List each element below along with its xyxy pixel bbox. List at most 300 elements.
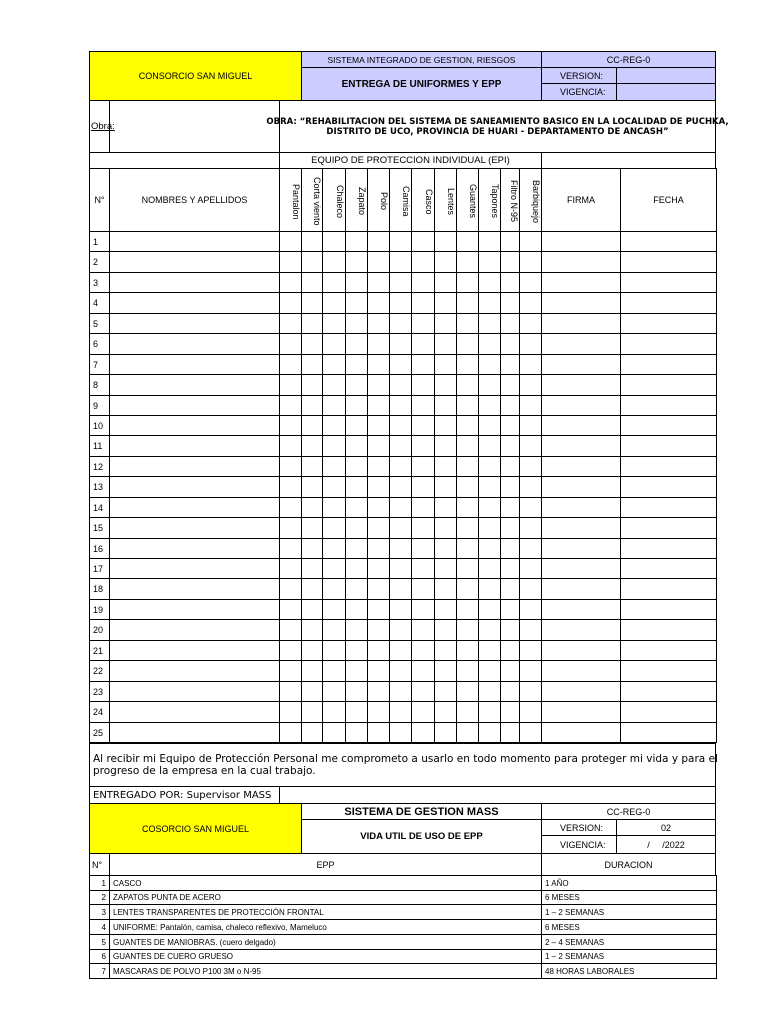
row-item-cell [279,722,302,743]
epp-row-duration: 6 MESES [541,890,717,905]
row-firma-cell [541,497,621,518]
form-code: CC-REG-0 [541,51,716,68]
row-item-cell [434,681,457,702]
row-item-cell [519,292,542,314]
row-item-cell [411,231,435,252]
row-item-cell [456,415,479,436]
row-item-cell [434,558,457,579]
row-item-cell [322,640,346,661]
row-item-cell [322,497,346,518]
epi-item-header: Pantalon [279,168,302,232]
row-item-cell [519,722,542,743]
row-item-cell [456,497,479,518]
row-item-cell [478,497,501,518]
row-item-cell [411,701,435,723]
row-item-cell [279,231,302,252]
row-item-cell [500,395,520,416]
row-item-cell [322,599,346,620]
row-item-cell [322,333,346,355]
row-item-cell [500,538,520,559]
row-item-cell [456,476,479,498]
row-item-cell [456,640,479,661]
row-item-cell [322,681,346,702]
row-number: 11 [89,435,110,457]
row-fecha-cell [620,374,717,396]
commitment-text [89,743,716,787]
row-item-cell [322,476,346,498]
row-item-cell [519,701,542,723]
row-item-cell [411,660,435,682]
row-item-cell [279,619,302,641]
row-item-cell [519,415,542,436]
row-item-cell [411,517,435,539]
row-number: 4 [89,292,110,314]
row-item-cell [345,292,368,314]
row-item-cell [478,313,501,334]
row-name-cell [109,722,280,743]
epi-item-header: Zapato [345,168,368,232]
row-number: 14 [89,497,110,518]
row-number: 17 [89,558,110,579]
row-item-cell [500,640,520,661]
epi-header-blank-right [541,152,716,169]
epp-row-name: GUANTES DE MANIOBRAS. (cuero delgado) [109,934,542,950]
row-item-cell [345,538,368,559]
row-fecha-cell [620,517,717,539]
second-version-label: VERSION: [541,819,617,836]
row-firma-cell [541,435,621,457]
row-name-cell [109,701,280,723]
row-item-cell [345,681,368,702]
row-item-cell [279,681,302,702]
row-item-cell [322,292,346,314]
row-item-cell [456,251,479,273]
row-number: 16 [89,538,110,559]
row-item-cell [301,415,323,436]
row-item-cell [279,517,302,539]
col-num-header: N° [89,168,110,232]
row-fecha-cell [620,354,717,375]
row-item-cell [367,517,390,539]
row-item-cell [478,476,501,498]
row-item-cell [301,476,323,498]
row-item-cell [434,497,457,518]
row-item-cell [456,660,479,682]
row-item-cell [411,313,435,334]
row-item-cell [389,538,412,559]
row-fecha-cell [620,599,717,620]
row-item-cell [389,578,412,600]
second-vigencia-label: VIGENCIA: [541,835,617,854]
row-number: 19 [89,599,110,620]
epp-row-number: 5 [89,934,110,950]
row-item-cell [500,415,520,436]
row-item-cell [478,578,501,600]
col-firma-header: FIRMA [541,168,621,232]
row-item-cell [279,660,302,682]
row-item-cell [411,456,435,477]
row-item-cell [367,456,390,477]
row-item-cell [434,476,457,498]
row-item-cell [345,497,368,518]
row-fecha-cell [620,333,717,355]
row-item-cell [478,660,501,682]
second-col-duracion: DURACION [541,853,716,876]
row-item-cell [500,701,520,723]
row-item-cell [301,599,323,620]
row-item-cell [411,354,435,375]
row-item-cell [434,415,457,436]
row-item-cell [322,272,346,293]
row-item-cell [411,272,435,293]
row-item-cell [322,619,346,641]
row-item-cell [478,354,501,375]
row-item-cell [367,435,390,457]
row-item-cell [456,701,479,723]
row-item-cell [322,313,346,334]
row-fecha-cell [620,681,717,702]
row-item-cell [345,701,368,723]
row-item-cell [367,374,390,396]
row-name-cell [109,660,280,682]
row-item-cell [434,538,457,559]
row-item-cell [389,292,412,314]
row-item-cell [279,354,302,375]
row-item-cell [434,640,457,661]
row-item-cell [478,681,501,702]
row-firma-cell [541,476,621,498]
row-item-cell [411,395,435,416]
row-item-cell [279,292,302,314]
row-item-cell [301,231,323,252]
row-item-cell [367,313,390,334]
row-item-cell [345,333,368,355]
row-item-cell [367,251,390,273]
obra-label: Obra: [89,100,110,153]
row-item-cell [301,333,323,355]
row-name-cell [109,476,280,498]
obra-description [266,100,729,153]
epi-item-header: Casco [411,168,435,232]
row-item-cell [519,313,542,334]
row-item-cell [279,456,302,477]
row-item-cell [301,640,323,661]
row-item-cell [345,619,368,641]
second-form-title: VIDA UTIL DE USO DE EPP [301,819,542,854]
row-number: 3 [89,272,110,293]
row-item-cell [301,456,323,477]
epp-row-duration: 1 – 2 SEMANAS [541,949,717,964]
row-item-cell [478,251,501,273]
row-item-cell [478,538,501,559]
row-item-cell [434,517,457,539]
row-item-cell [389,231,412,252]
row-item-cell [478,374,501,396]
row-item-cell [434,660,457,682]
row-item-cell [301,619,323,641]
company-name-text: CONSORCIO SAN MIGUEL [138,71,253,81]
row-item-cell [519,251,542,273]
row-item-cell [411,722,435,743]
row-item-cell [411,619,435,641]
row-item-cell [345,313,368,334]
row-item-cell [434,599,457,620]
row-name-cell [109,538,280,559]
row-item-cell [456,374,479,396]
row-item-cell [345,558,368,579]
row-item-cell [389,476,412,498]
row-number: 13 [89,476,110,498]
epi-item-header: Polo [367,168,390,232]
row-firma-cell [541,333,621,355]
row-item-cell [367,538,390,559]
row-item-cell [279,497,302,518]
row-firma-cell [541,599,621,620]
row-item-cell [411,292,435,314]
second-system-name: SISTEMA DE GESTION MASS [301,803,542,820]
row-item-cell [434,251,457,273]
row-item-cell [345,517,368,539]
row-firma-cell [541,231,621,252]
row-item-cell [301,538,323,559]
row-item-cell [322,722,346,743]
row-item-cell [411,681,435,702]
row-item-cell [478,722,501,743]
row-item-cell [478,292,501,314]
row-name-cell [109,619,280,641]
row-name-cell [109,578,280,600]
row-item-cell [478,395,501,416]
row-item-cell [411,578,435,600]
row-item-cell [456,517,479,539]
row-item-cell [367,354,390,375]
row-item-cell [322,231,346,252]
row-item-cell [389,517,412,539]
row-name-cell [109,333,280,355]
row-name-cell [109,456,280,477]
row-item-cell [500,578,520,600]
row-item-cell [322,251,346,273]
row-item-cell [519,660,542,682]
second-company-name: COSORCIO SAN MIGUEL [89,803,302,854]
row-name-cell [109,599,280,620]
company-name [89,51,302,101]
row-item-cell [500,456,520,477]
row-item-cell [322,395,346,416]
row-fecha-cell [620,231,717,252]
row-number: 20 [89,619,110,641]
row-item-cell [411,538,435,559]
row-item-cell [500,722,520,743]
row-item-cell [500,251,520,273]
row-item-cell [478,517,501,539]
epp-row-duration: 2 – 4 SEMANAS [541,934,717,950]
row-item-cell [367,722,390,743]
row-item-cell [279,599,302,620]
row-item-cell [345,476,368,498]
row-item-cell [434,395,457,416]
row-item-cell [367,578,390,600]
row-item-cell [519,558,542,579]
epi-item-header: Tapones [478,168,501,232]
row-item-cell [279,333,302,355]
row-item-cell [456,599,479,620]
row-firma-cell [541,374,621,396]
row-item-cell [500,681,520,702]
row-item-cell [322,354,346,375]
row-item-cell [367,619,390,641]
row-item-cell [519,333,542,355]
row-item-cell [478,456,501,477]
row-firma-cell [541,681,621,702]
row-item-cell [279,701,302,723]
row-item-cell [519,538,542,559]
row-item-cell [389,272,412,293]
row-item-cell [519,619,542,641]
row-item-cell [389,313,412,334]
row-name-cell [109,415,280,436]
row-item-cell [322,701,346,723]
row-name-cell [109,517,280,539]
row-name-cell [109,374,280,396]
row-item-cell [478,415,501,436]
row-item-cell [367,395,390,416]
obra-line-1: OBRA: “REHABILITACION DEL SISTEMA DE SANEAMIENTO BASICO EN LA LOCALIDAD DE PUCHKA, [266,116,729,127]
row-fecha-cell [620,619,717,641]
row-item-cell [456,558,479,579]
epi-item-header: Barbiquejo [519,168,542,232]
row-fecha-cell [620,538,717,559]
second-version-value: 02 [616,819,716,836]
epp-row-number: 1 [89,875,110,891]
second-col-num: N° [89,853,110,876]
row-firma-cell [541,640,621,661]
row-item-cell [367,292,390,314]
row-number: 22 [89,660,110,682]
row-item-cell [478,272,501,293]
row-number: 10 [89,415,110,436]
row-item-cell [389,619,412,641]
second-vigencia-value: / /2022 [616,835,716,854]
row-item-cell [301,313,323,334]
row-item-cell [322,456,346,477]
second-form-code: CC-REG-0 [541,803,716,820]
row-item-cell [478,619,501,641]
row-firma-cell [541,354,621,375]
row-item-cell [434,272,457,293]
row-item-cell [301,272,323,293]
row-fecha-cell [620,640,717,661]
epi-item-header: Lentes [434,168,457,232]
row-name-cell [109,395,280,416]
row-item-cell [301,354,323,375]
row-item-cell [456,292,479,314]
row-item-cell [434,292,457,314]
row-item-cell [301,251,323,273]
col-fecha-header: FECHA [620,168,717,232]
row-item-cell [500,476,520,498]
row-item-cell [389,435,412,457]
row-item-cell [500,660,520,682]
row-item-cell [345,395,368,416]
row-item-cell [389,251,412,273]
row-item-cell [301,517,323,539]
epp-row-duration: 6 MESES [541,919,717,935]
row-number: 2 [89,251,110,273]
row-item-cell [500,313,520,334]
row-item-cell [519,681,542,702]
epp-row-name: CASCO [109,875,542,891]
row-item-cell [345,435,368,457]
row-number: 8 [89,374,110,396]
row-item-cell [322,558,346,579]
row-fecha-cell [620,456,717,477]
row-firma-cell [541,313,621,334]
row-item-cell [500,374,520,396]
row-fecha-cell [620,292,717,314]
epi-item-header: Chaleco [322,168,346,232]
row-item-cell [411,558,435,579]
row-item-cell [500,558,520,579]
row-item-cell [500,619,520,641]
row-item-cell [500,333,520,355]
row-fecha-cell [620,313,717,334]
row-item-cell [367,640,390,661]
row-item-cell [389,660,412,682]
row-item-cell [301,292,323,314]
row-number: 12 [89,456,110,477]
row-firma-cell [541,517,621,539]
row-item-cell [367,231,390,252]
row-fecha-cell [620,272,717,293]
obra-blank [109,100,280,153]
delivered-by-blank [279,786,716,804]
row-name-cell [109,292,280,314]
row-number: 1 [89,231,110,252]
row-item-cell [519,272,542,293]
epp-row-duration: 1 AÑO [541,875,717,891]
row-item-cell [389,640,412,661]
row-name-cell [109,435,280,457]
epi-item-header: Corta viento [301,168,323,232]
epp-row-duration: 1 – 2 SEMANAS [541,904,717,920]
row-item-cell [500,599,520,620]
row-item-cell [322,538,346,559]
row-name-cell [109,681,280,702]
row-item-cell [411,640,435,661]
row-item-cell [456,313,479,334]
row-item-cell [519,395,542,416]
epi-item-header: Camisa [389,168,412,232]
row-item-cell [367,415,390,436]
row-item-cell [301,558,323,579]
row-item-cell [519,517,542,539]
row-item-cell [478,231,501,252]
row-item-cell [322,578,346,600]
row-item-cell [389,395,412,416]
row-item-cell [434,456,457,477]
row-item-cell [456,619,479,641]
row-item-cell [389,722,412,743]
row-item-cell [389,599,412,620]
vigencia-label: VIGENCIA: [541,83,617,101]
row-item-cell [456,354,479,375]
row-number: 25 [89,722,110,743]
epp-row-duration: 48 HORAS LABORALES [541,963,717,979]
row-item-cell [411,476,435,498]
row-firma-cell [541,456,621,477]
row-item-cell [301,497,323,518]
